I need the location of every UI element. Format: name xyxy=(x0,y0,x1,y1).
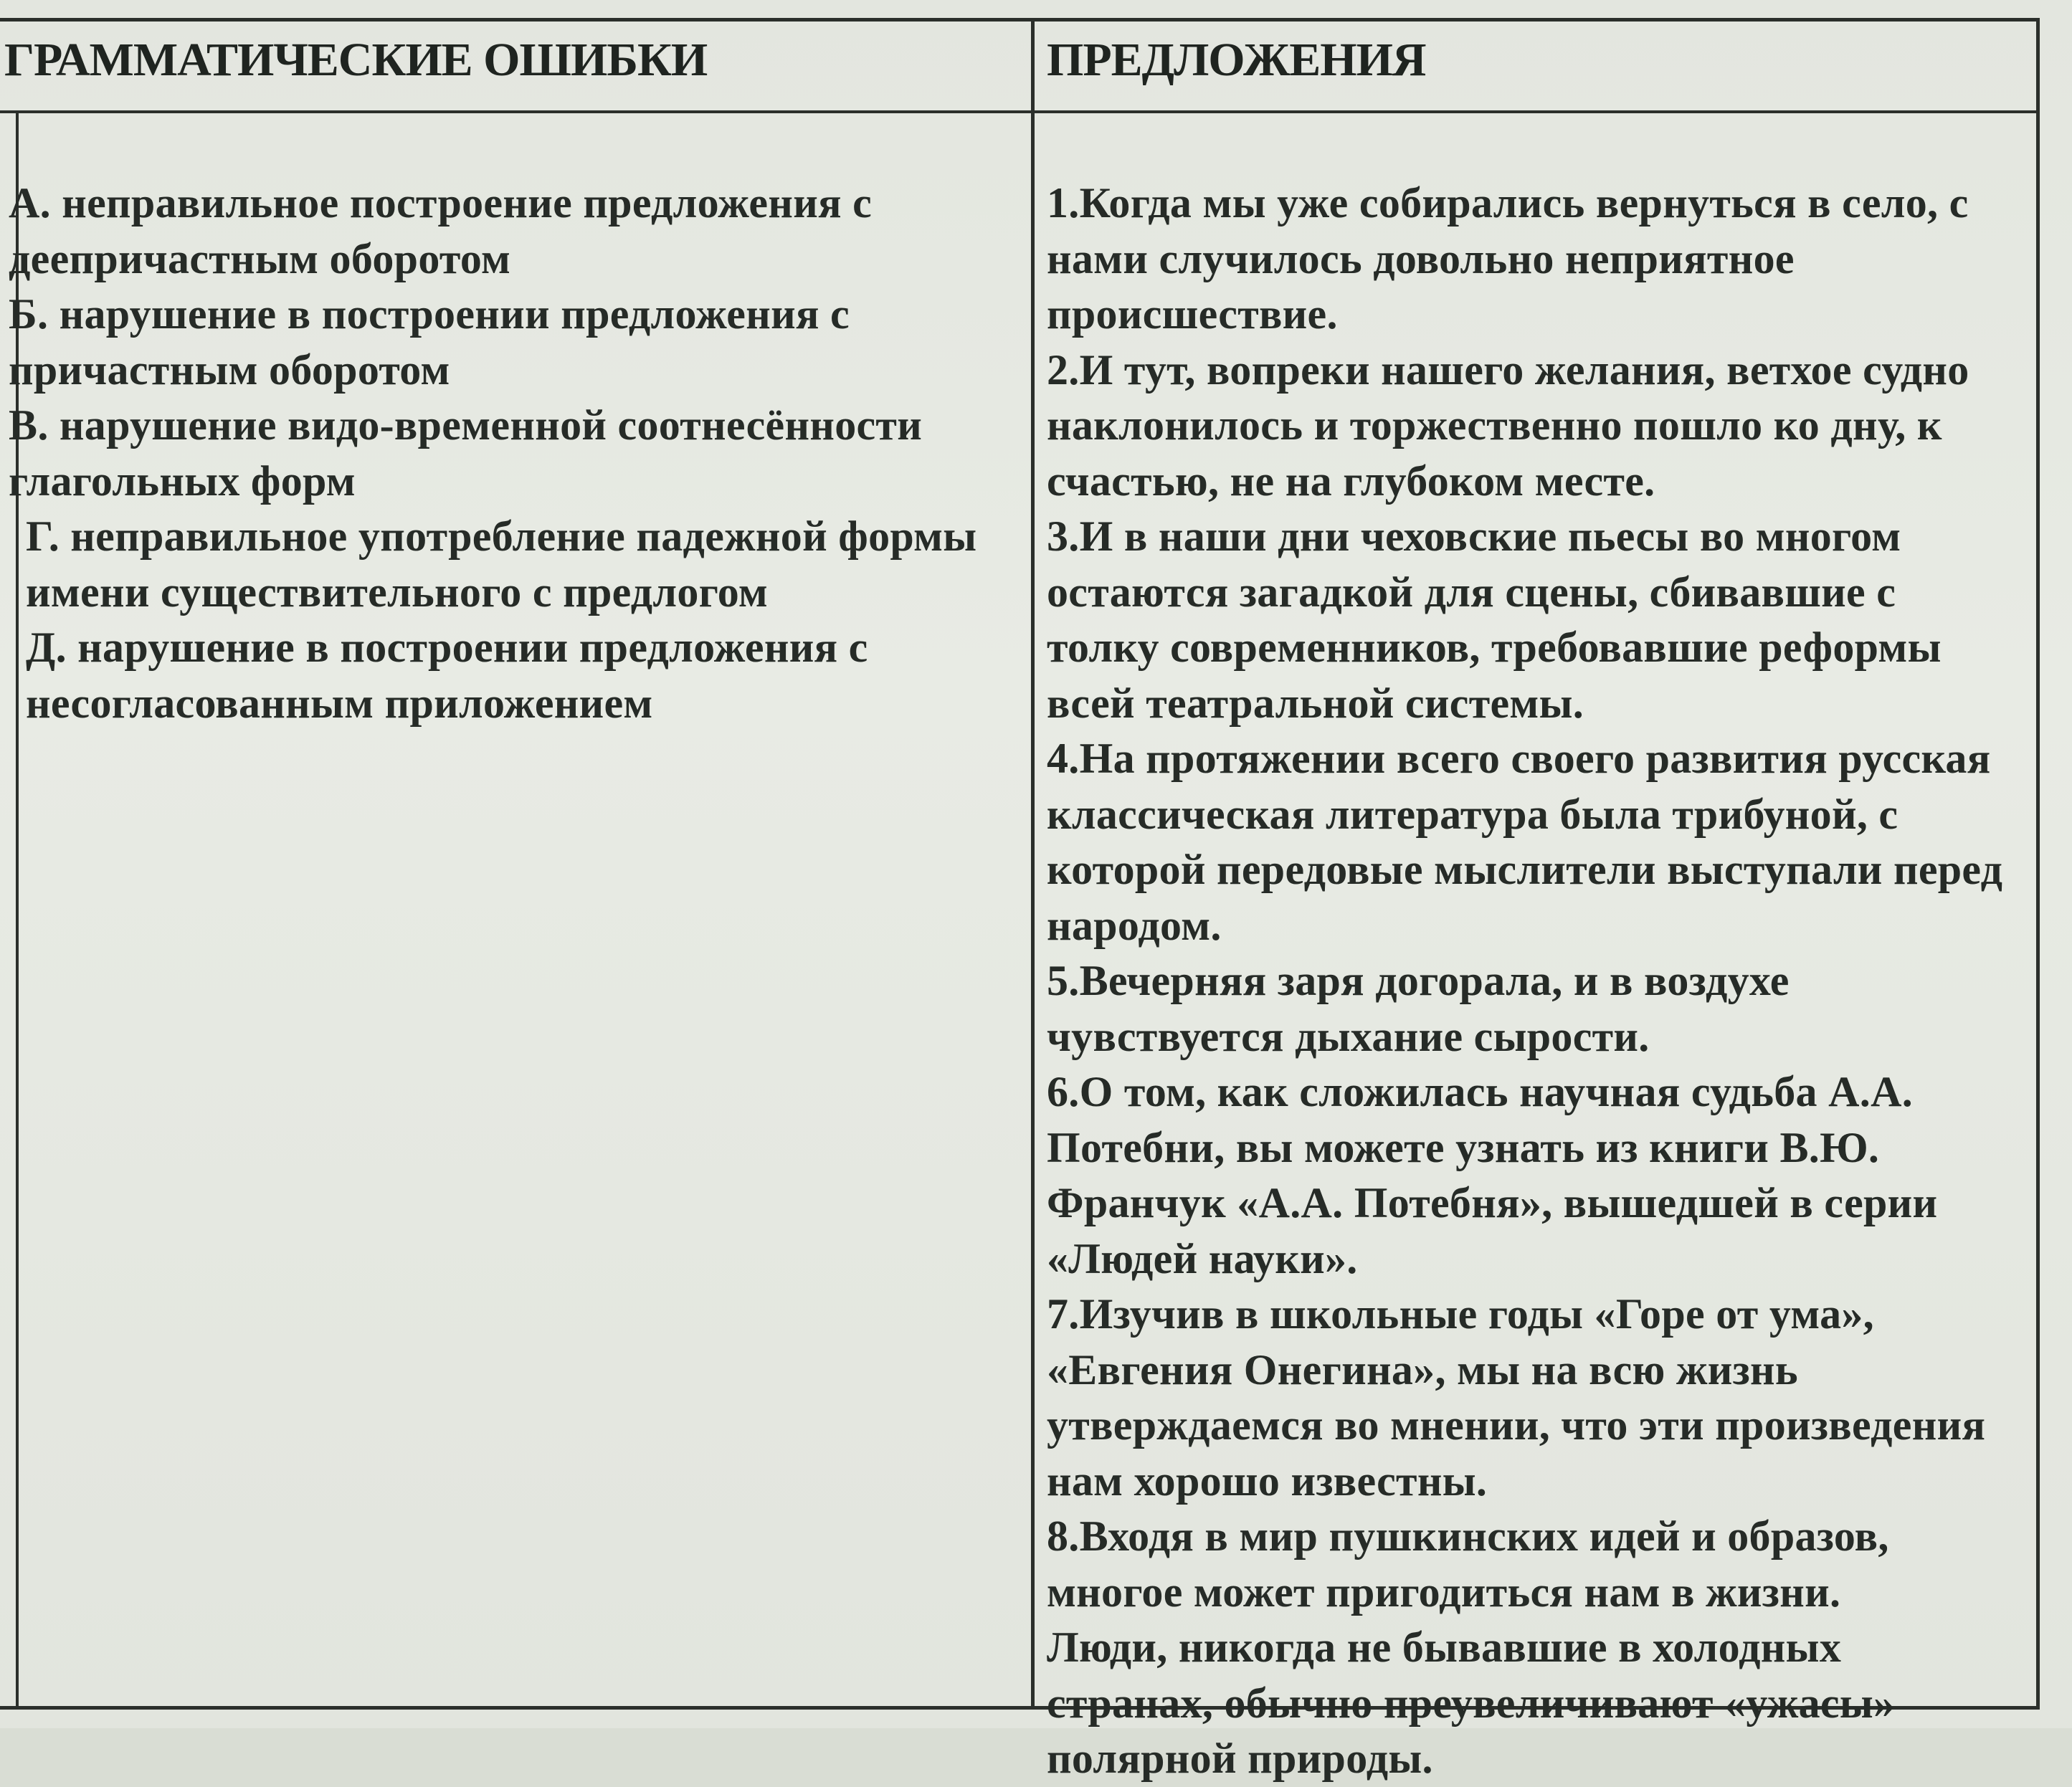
sentence-3-line-4: всей театральной системы. xyxy=(1047,679,1584,727)
sentence-6-line-2: Потебни, вы можете узнать из книги В.Ю. xyxy=(1047,1123,1880,1171)
sentence-9-line-3: полярной природы. xyxy=(1047,1735,1433,1782)
sentence-4-line-1: 4.На протяжении всего своего развития русская xyxy=(1047,735,1991,782)
sentence-2 xyxy=(1047,343,2029,510)
sentence-4-line-2: классическая литература была трибуной, с xyxy=(1047,790,1898,838)
sentence-3-line-2: остаются загадкой для сцены, сбивавшие с xyxy=(1047,568,1896,616)
exercise-table xyxy=(0,18,2040,1782)
error-b-line-1: Б. нарушение в построении предложения с xyxy=(9,290,850,338)
header-sentences: ПРЕДЛОЖЕНИЯ xyxy=(1047,34,1426,86)
sentence-8-line-1: 8.Входя в мир пушкинских идей и образов, xyxy=(1047,1512,1889,1560)
sentence-1-line-2: нами случилось довольно неприятное xyxy=(1047,234,1795,282)
sentence-2-line-3: счастью, не на глубоком месте. xyxy=(1047,457,1655,505)
sentence-9-line-1: Люди, никогда не бывавшие в холодных xyxy=(1047,1624,1842,1671)
error-item-a xyxy=(9,176,1027,287)
sentence-9 xyxy=(1047,1620,2029,1787)
error-item-d xyxy=(9,620,1027,731)
sentence-1-line-3: происшествие. xyxy=(1047,290,1338,338)
sentence-3-line-1: 3.И в наши дни чеховские пьесы во многом xyxy=(1047,513,1901,560)
sentence-5-line-1: 5.Вечерняя заря догорала, и в воздухе xyxy=(1047,957,1790,1004)
header-grammar-errors: ГРАММАТИЧЕСКИЕ ОШИБКИ xyxy=(4,34,708,86)
sentence-7-line-2: «Евгения Онегина», мы на всю жизнь xyxy=(1047,1345,1798,1393)
sentence-4-line-4: народом. xyxy=(1047,901,1222,949)
sentence-6-line-4: «Людей науки». xyxy=(1047,1234,1358,1282)
error-item-g xyxy=(9,509,1027,620)
column-divider xyxy=(1031,22,1035,1706)
sentence-5 xyxy=(1047,953,2029,1064)
sentence-7 xyxy=(1047,1287,2029,1509)
error-g-line-2: имени существительного с предлогом xyxy=(26,568,769,616)
sentence-8-line-2: многое может пригодиться нам в жизни. xyxy=(1047,1568,1841,1616)
sentence-4-line-3: которой передовые мыслители выступали перед xyxy=(1047,846,2003,893)
sentence-3-line-3: толку современников, требовавшие реформы xyxy=(1047,624,1942,671)
error-item-v xyxy=(9,398,1027,509)
sentence-9-line-2: странах, обычно преувеличивают «ужасы» xyxy=(1047,1679,1896,1727)
sentence-6 xyxy=(1047,1064,2029,1287)
sentence-6-line-1: 6.О том, как сложилась научная судьба А.А. xyxy=(1047,1068,1913,1115)
error-d-line-1: Д. нарушение в построении предложения с xyxy=(26,624,868,671)
error-v-line-2: глагольных форм xyxy=(9,457,356,505)
sentence-5-line-2: чувствуется дыхание сырости. xyxy=(1047,1012,1650,1060)
sentence-7-line-1: 7.Изучив в школьные годы «Горе от ума», xyxy=(1047,1290,1874,1338)
sentence-2-line-1: 2.И тут, вопреки нашего желания, ветхое судно xyxy=(1047,346,1969,394)
sentence-8 xyxy=(1047,1509,2029,1620)
errors-cell xyxy=(9,176,1027,731)
error-d-line-2: несогласованным приложением xyxy=(26,679,653,727)
error-a-line-2: деепричастным оборотом xyxy=(9,234,511,282)
sentence-6-line-3: Франчук «А.А. Потебня», вышедшей в серии xyxy=(1047,1179,1938,1226)
sentence-2-line-2: наклонилось и торжественно пошло ко дну, к xyxy=(1047,401,1942,449)
sentence-7-line-3: утверждаемся во мнении, что эти произведения xyxy=(1047,1401,1986,1449)
sentences-cell xyxy=(1047,176,2029,1787)
error-item-b xyxy=(9,287,1027,398)
sentence-7-line-4: нам хорошо известны. xyxy=(1047,1457,1488,1505)
error-g-line-1: Г. неправильное употребление падежной формы xyxy=(26,513,977,560)
sentence-1 xyxy=(1047,176,2029,343)
sentence-4 xyxy=(1047,731,2029,953)
sentence-1-line-1: 1.Когда мы уже собирались вернуться в село, с xyxy=(1047,179,1969,227)
error-a-line-1: А. неправильное построение предложения с xyxy=(9,179,873,227)
sentence-3 xyxy=(1047,509,2029,731)
error-v-line-1: В. нарушение видо-временной соотнесённости xyxy=(9,401,923,449)
table-header-row xyxy=(0,22,2036,113)
error-b-line-2: причастным оборотом xyxy=(9,346,450,394)
